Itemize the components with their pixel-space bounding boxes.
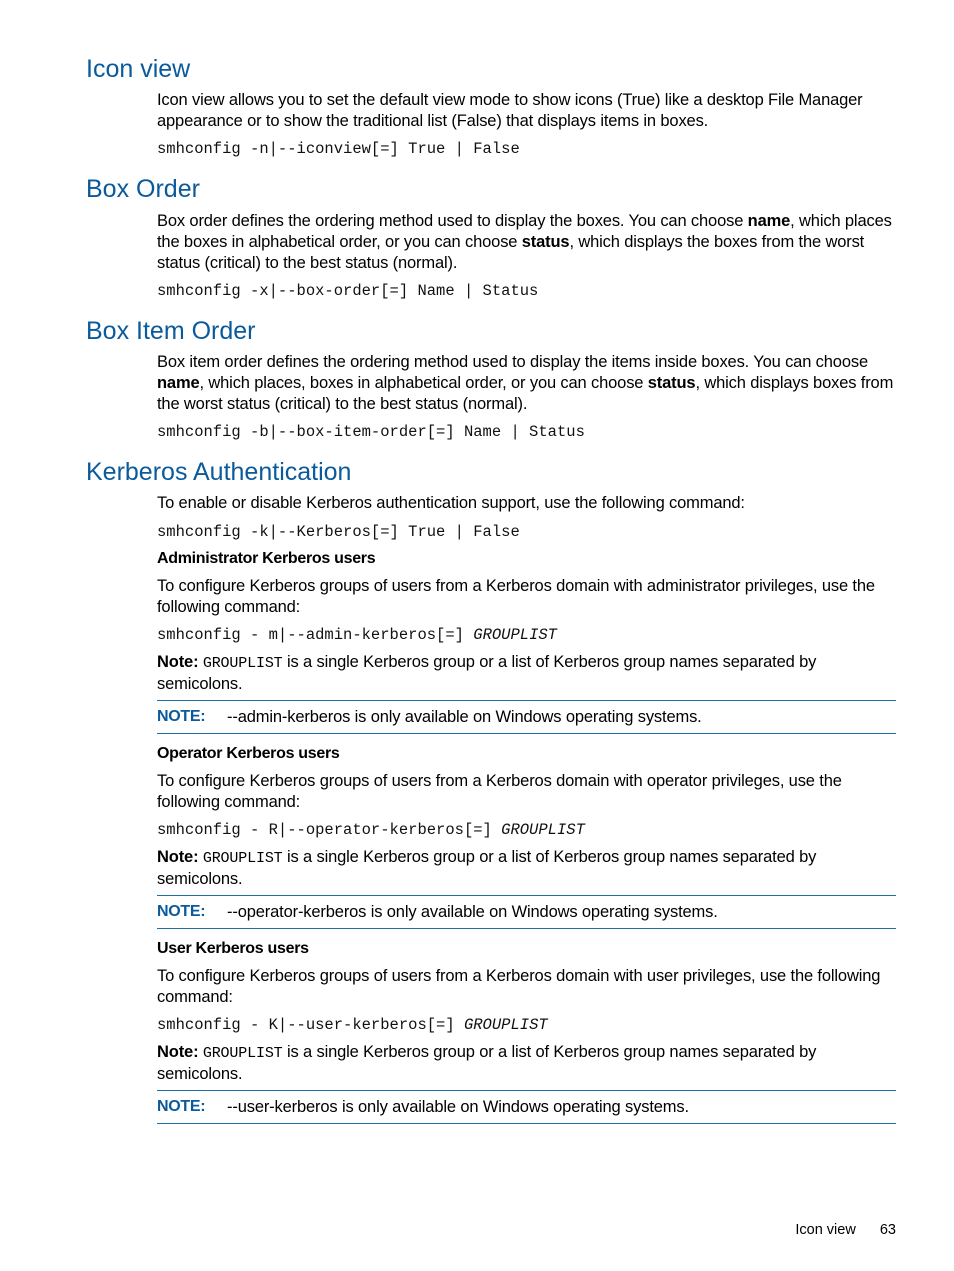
admin-kerberos-description: To configure Kerberos groups of users from a Kerberos domain with administrator privileges, use the following command: [157, 577, 875, 616]
box-item-order-description: Box item order defines the ordering method used to display the items inside boxes. You can choose name, which places, boxes in alphabetical order, or you can choose status, which displays boxes from the worst status (critical) to the best status (normal). [157, 353, 894, 413]
heading-kerberos-authentication: Kerberos Authentication [86, 458, 352, 486]
heading-box-order: Box Order [86, 175, 200, 203]
operator-kerberos-notice-box [157, 895, 896, 929]
admin-kerberos-note: Note: GROUPLIST is a single Kerberos group or a list of Kerberos group names separated by semicolons. [157, 653, 817, 693]
subheading-admin-kerberos: Administrator Kerberos users [157, 550, 376, 567]
box-order-description: Box order defines the ordering method used to display the boxes. You can choose name, which places the boxes in alphabetical order, or you can choose status, which displays the boxes from the worst status (critical) to the best status (normal). [157, 212, 892, 272]
admin-kerberos-command: smhconfig - m|--admin-kerberos[=] GROUPLIST [157, 626, 557, 644]
operator-kerberos-description: To configure Kerberos groups of users from a Kerberos domain with operator privileges, use the following command: [157, 772, 842, 811]
note-text: --operator-kerberos is only available on Windows operating systems. [227, 903, 718, 921]
page-footer [795, 1222, 896, 1238]
heading-icon-view: Icon view [86, 55, 191, 83]
note-text: --admin-kerberos is only available on Windows operating systems. [227, 708, 702, 726]
user-kerberos-note: Note: GROUPLIST is a single Kerberos group or a list of Kerberos group names separated by semicolons. [157, 1043, 817, 1083]
box-item-order-command: smhconfig -b|--box-item-order[=] Name | Status [157, 423, 585, 441]
subheading-user-kerberos: User Kerberos users [157, 940, 309, 957]
note-text: --user-kerberos is only available on Windows operating systems. [227, 1098, 689, 1116]
user-kerberos-description: To configure Kerberos groups of users from a Kerberos domain with user privileges, use the following command: [157, 967, 881, 1006]
operator-kerberos-command: smhconfig - R|--operator-kerberos[=] GROUPLIST [157, 821, 585, 839]
operator-kerberos-note: Note: GROUPLIST is a single Kerberos group or a list of Kerberos group names separated by semicolons. [157, 848, 817, 888]
user-kerberos-notice-box [157, 1090, 896, 1124]
note-label: NOTE: [157, 903, 206, 920]
subheading-operator-kerberos: Operator Kerberos users [157, 745, 340, 762]
kerberos-description: To enable or disable Kerberos authentication support, use the following command: [157, 494, 745, 512]
icon-view-command: smhconfig -n|--iconview[=] True | False [157, 140, 520, 158]
user-kerberos-command: smhconfig - K|--user-kerberos[=] GROUPLIST [157, 1016, 548, 1034]
note-label: NOTE: [157, 708, 206, 725]
page-number: 63 [879, 1222, 896, 1238]
icon-view-description: Icon view allows you to set the default view mode to show icons (True) like a desktop File Manager appearance or to show the traditional list (False) that displays items in boxes. [157, 91, 863, 130]
heading-box-item-order: Box Item Order [86, 317, 256, 345]
footer-section-name: Icon view [795, 1222, 856, 1238]
box-order-command: smhconfig -x|--box-order[=] Name | Status [157, 282, 539, 300]
kerberos-command: smhconfig -k|--Kerberos[=] True | False [157, 523, 520, 541]
note-label: NOTE: [157, 1098, 206, 1115]
admin-kerberos-notice-box [157, 700, 896, 734]
